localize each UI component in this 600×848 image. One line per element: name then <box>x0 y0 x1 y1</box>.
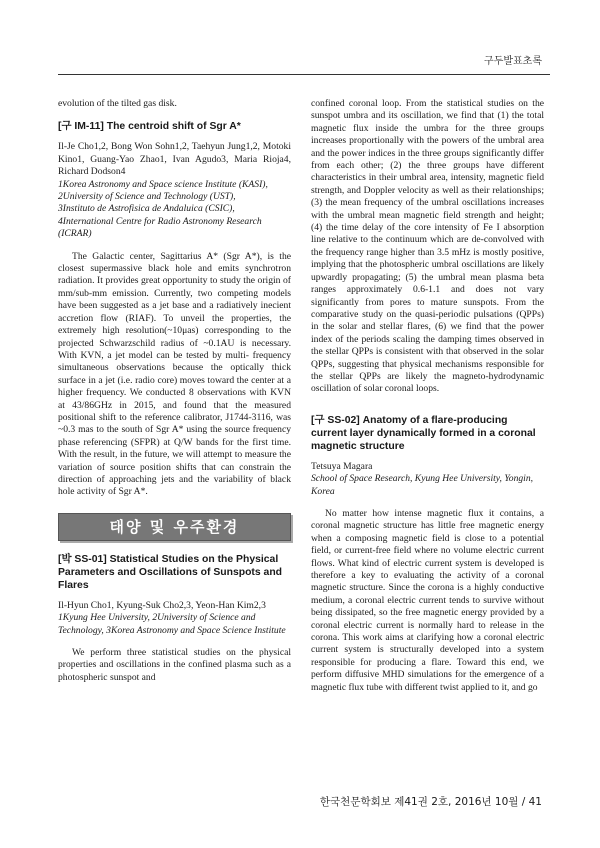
ss01-body: We perform three statistical studies on the physical properties and oscillations in the confined plasma such as a photospheric sunspot and <box>58 647 291 683</box>
ss01-authors: Il-Hyun Cho1, Kyung-Suk Cho2,3, Yeon-Han Kim2,3 <box>58 599 266 611</box>
im11-title: [구 IM-11] The centroid shift of Sgr A* <box>58 121 241 133</box>
ss01-title: [박 SS-01] Statistical Studies on the Physical Parameters and Oscillations of Sunspots and Flares <box>58 553 283 591</box>
im11-authors: Il-Je Cho1,2, Bong Won Sohn1,2, Taehyun Jung1,2, Motoki Kino1, Guang-Yao Zhao1, Ivan Agudo3, Maria Rioja4, Richard Dodson4 <box>58 141 291 178</box>
page-footer: 한국천문학회보 제41권 2호, 2016년 10월 / 41 <box>319 796 542 808</box>
right-column <box>311 98 544 694</box>
affiliation: School of Space Research, Kyung Hee University, Yongin, Korea <box>311 473 534 497</box>
affiliation: 3Instituto de Astrofisica de Andaluica (CSIC), <box>58 203 235 215</box>
ss02-affiliations <box>311 473 544 498</box>
affiliation: 1Kyung Hee University, 2University of Science and Technology, 3Korea Astronomy and Space Science Institute <box>58 612 286 636</box>
header-rule <box>58 74 550 75</box>
affiliation: 1Korea Astronomy and Space science Institute (KASI), <box>58 178 268 190</box>
ss02-body: No matter how intense magnetic flux it contains, a coronal magnetic structure has little free magnetic energy when a composing magnetic field is close to a potential field, or current-free field where no volume electric current flows. What kind of electric current system is developed is therefore a key to evaluating the activity of a coronal magnetic structure. Since the corona is a highly conductive medium, a coronal electric current tends to survive without being dissipated, so the free magnetic energy provided by a coronal electric current is normally hard to release in the corona. This work aims at clarifying how a coronal electric current system is structurally developed into a system responsible for producing a flare. Toward this end, we perform diffusive MHD simulations for the emergence of a magnetic flux tube with different twist applied to it, and go <box>311 507 544 693</box>
affiliation: 2University of Science and Technology (UST), <box>58 191 236 203</box>
ss01-affiliations <box>58 612 291 637</box>
affiliation: 4International Centre for Radio Astronomy Research (ICRAR) <box>58 215 262 240</box>
im11-body: The Galactic center, Sagittarius A* (Sgr A*), is the closest supermassive black hole and emits synchrotron radiation. It provides great opportunity to study the origin of mm/sub-mm emission. Currently, two competing models have been suggested as a jet base and a radiatively inecient accretion flow (RIAF). To unveil the properties, the extremely high resolution(~10μas) corresponding to the projected Schwarzschild radius of ~0.1AU is necessary. With KVN, a jet model can be tested by multi- frequency simultaneous observations because the optically thick surface in a jet (i.e. radio core) moves toward the center at a higher frequency. We conducted 8 observations with KVN at 43/86GHz in 2015, and found that the measured positional shift to the reference calibrator, J1744-3116, was ~0.3 mas to the south of Sgr A* using the source frequency phase referencing (SFPR) at Q/W bands for the first time. With the result, in the future, we will attempt to measure the variation of source position shifts that can constrain the direction of approaching jets and the variability of black hole activity of Sgr A*. <box>58 250 291 498</box>
left-column <box>58 98 291 684</box>
section-banner: 태양 및 우주환경 <box>58 513 291 541</box>
intro-line: evolution of the tilted gas disk. <box>58 98 177 109</box>
running-header: 구두발표초록 <box>484 56 542 67</box>
im11-affiliations <box>58 179 291 241</box>
ss02-title: [구 SS-02] Anatomy of a flare-producing current layer dynamically formed in a coronal magnetic structure <box>311 414 536 452</box>
ss02-authors: Tetsuya Magara <box>311 460 373 472</box>
ss01-continued-body: confined coronal loop. From the statistical studies on the sunspot umbra and its oscillation, we find that (1) the total magnetic flux inside the umbra for the three groups increases proportionally with the powers of the umbral area and the power indices in the three groups significantly differ from each other; (2) the three groups have different characteristics in their umbral area, intensity, magnetic field strength, and Doppler velocity as well as their relationships; (3) the mean frequency of the umbral oscillations increases with the umbral mean magnetic field strength and height; (4) the time delay of the core intensity of Fe I absorption line relative to the continuum which are de-convolved with the frequency range higher than 3.5 mHz is mostly positive, implying that the photospheric umbral oscillations are likely upwardly propagating; (5) the umbral mean plasma beta ranges approximately 0.6-1.1 and does not vary significantly from pores to mature sunspots. From the comparative study on the quasi-periodic pulsations (QPPs) in the solar and stellar flares, (6) we find that the power index of the periods scaling the damping times observed in the stellar QPPs is consistent with that observed in the solar QPPs, suggesting that physical mechanisms responsible for the stellar QPPs are likely the magneto-hydrodynamic oscillation of solar coronal loops. <box>311 98 544 395</box>
